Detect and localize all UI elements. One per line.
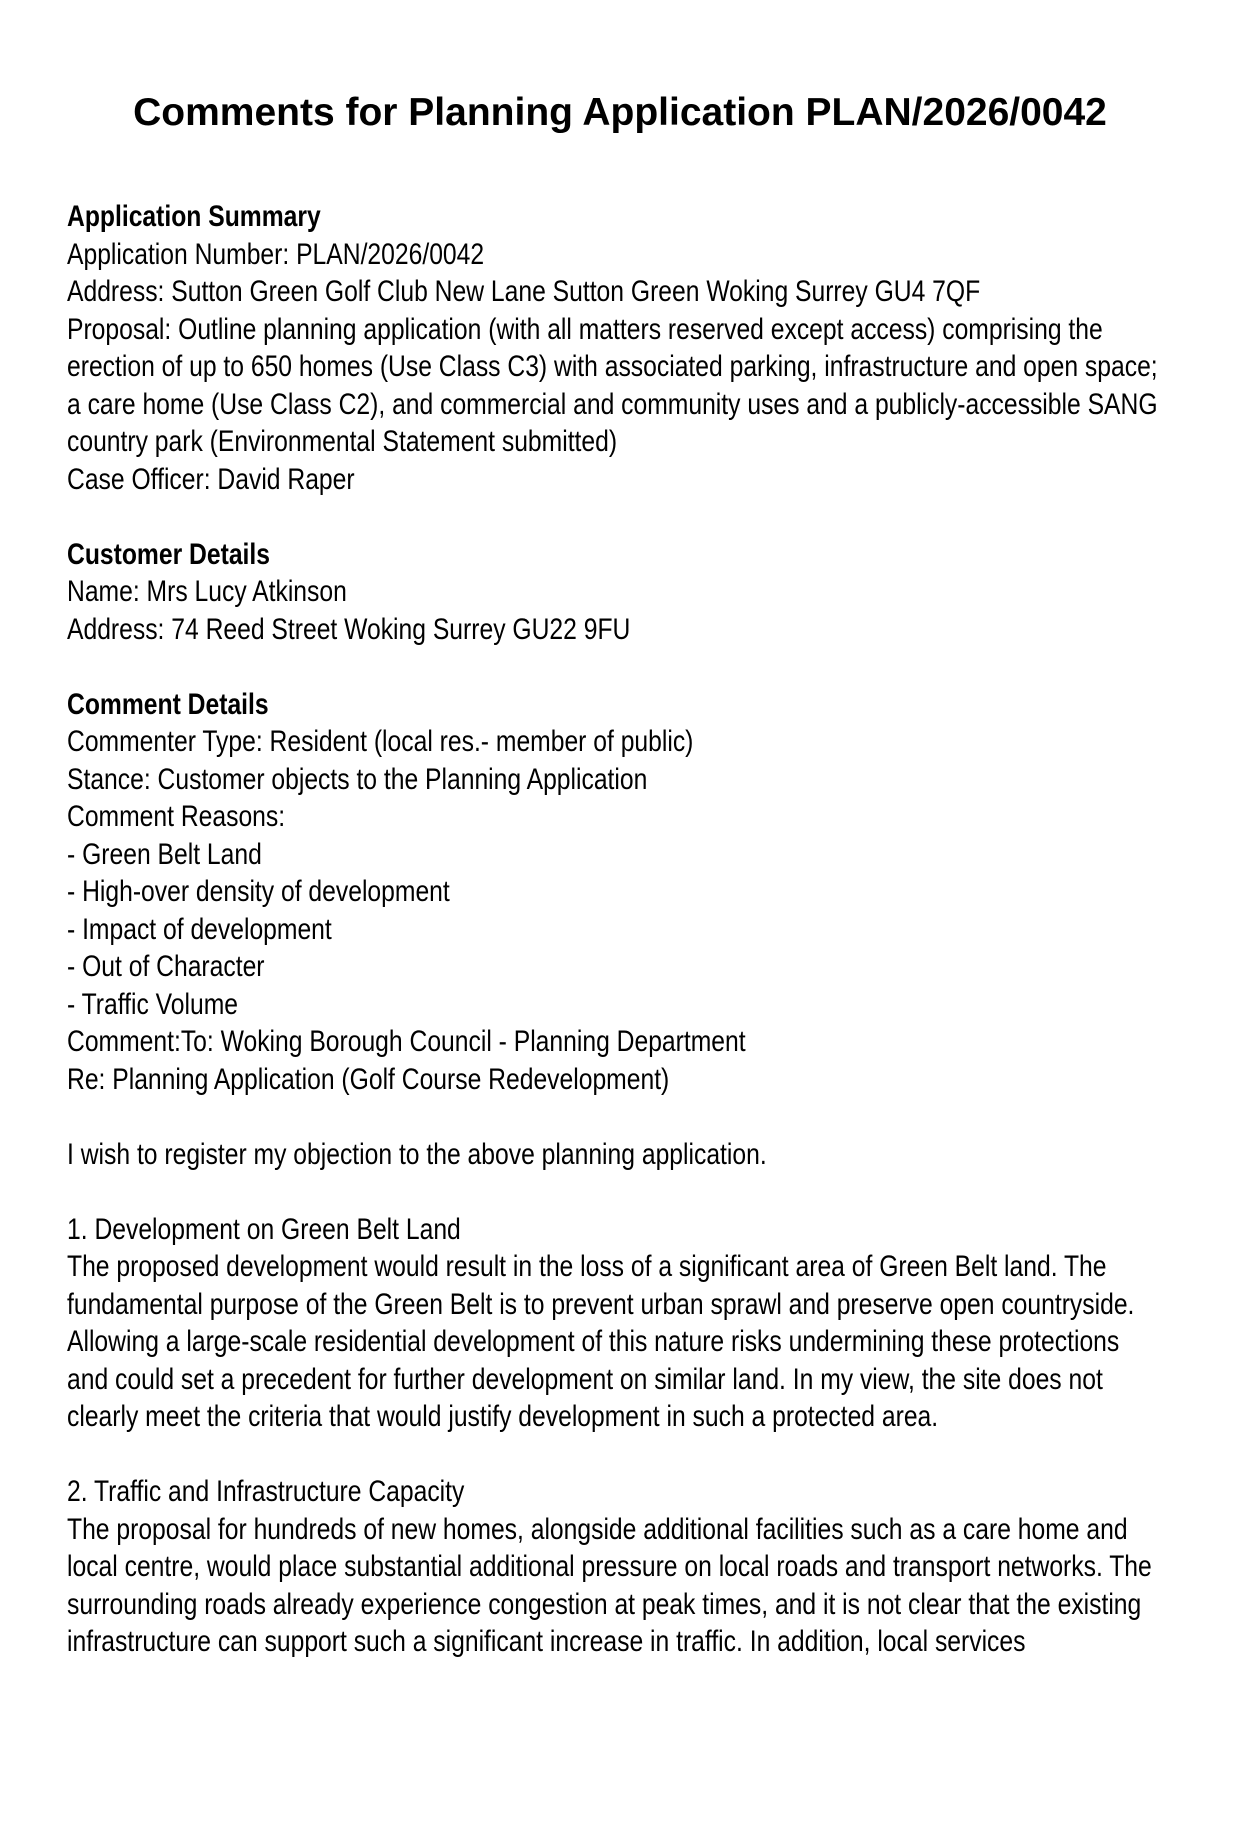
case-officer-line: Case Officer: David Raper: [67, 462, 355, 496]
letter-section-heading: 2. Traffic and Infrastructure Capacity: [67, 1475, 465, 1508]
commenter-type-line: Commenter Type: Resident (local res.- member of public): [67, 725, 694, 758]
letter-section-body: The proposed development would result in the loss of a significant area of Green Belt land. The fundamental purpose of the Green Belt is to prevent urban sprawl and preserve open countryside. Allowing a large-scale residential development of this nature risks undermining these protections and could set a precedent for further development on similar land. In my view, the site does not clearly meet the criteria that would justify development in such a protected area.: [67, 1250, 1135, 1433]
letter-intro: [67, 1136, 1160, 1174]
stance-line: Stance: Customer objects to the Planning Application: [67, 762, 648, 796]
letter-section-heading: 1. Development on Green Belt Land: [67, 1212, 461, 1246]
customer-details-heading: Customer Details: [67, 537, 271, 571]
comment-reason-item: - Out of Character: [67, 950, 265, 983]
comment-re-line: Re: Planning Application (Golf Course Redevelopment): [67, 1062, 670, 1096]
section-application-summary: [67, 198, 1160, 498]
comment-reason-item: - Traffic Volume: [67, 987, 239, 1021]
comment-reason-item: - Green Belt Land: [67, 837, 262, 871]
document-body: [67, 198, 1160, 1661]
document-page: [0, 90, 1240, 1661]
application-summary-heading: Application Summary: [67, 200, 321, 233]
letter-section-traffic: [67, 1473, 1160, 1661]
customer-name-line: Name: Mrs Lucy Atkinson: [67, 575, 347, 608]
comment-reasons-label: Comment Reasons:: [67, 800, 286, 833]
letter-section-green-belt: [67, 1211, 1160, 1436]
application-address-line: Address: Sutton Green Golf Club New Lane Sutton Green Woking Surrey GU4 7QF: [67, 275, 981, 308]
section-customer-details: [67, 536, 1160, 649]
application-proposal-line: Proposal: Outline planning application (with all matters reserved except access) comprising the erection of up to 650 homes (Use Class C3) with associated parking, infrastructure and open space; a care home (Use Class C2), and commercial and community uses and a publicly-accessible SANG country park (Environmental Statement submitted): [67, 312, 1158, 458]
comment-to-line: Comment:To: Woking Borough Council - Planning Department: [67, 1025, 746, 1058]
customer-address-line: Address: 74 Reed Street Woking Surrey GU22 9FU: [67, 612, 631, 646]
page-title: Comments for Planning Application PLAN/2026/0042: [133, 91, 1107, 134]
comment-reason-item: - Impact of development: [67, 912, 332, 946]
comment-details-heading: Comment Details: [67, 687, 269, 721]
application-number-line: Application Number: PLAN/2026/0042: [67, 237, 485, 271]
comment-reason-item: - High-over density of development: [67, 875, 450, 908]
section-comment-details: [67, 686, 1160, 1099]
letter-intro-line: I wish to register my objection to the above planning application.: [67, 1137, 767, 1171]
letter-section-body: The proposal for hundreds of new homes, alongside additional facilities such as a care home and local centre, would place substantial additional pressure on local roads and transport networks. The surrounding roads already experience congestion at peak times, and it is not clear that the existing infrastructure can support such a significant increase in traffic. In addition, local services: [67, 1512, 1152, 1658]
